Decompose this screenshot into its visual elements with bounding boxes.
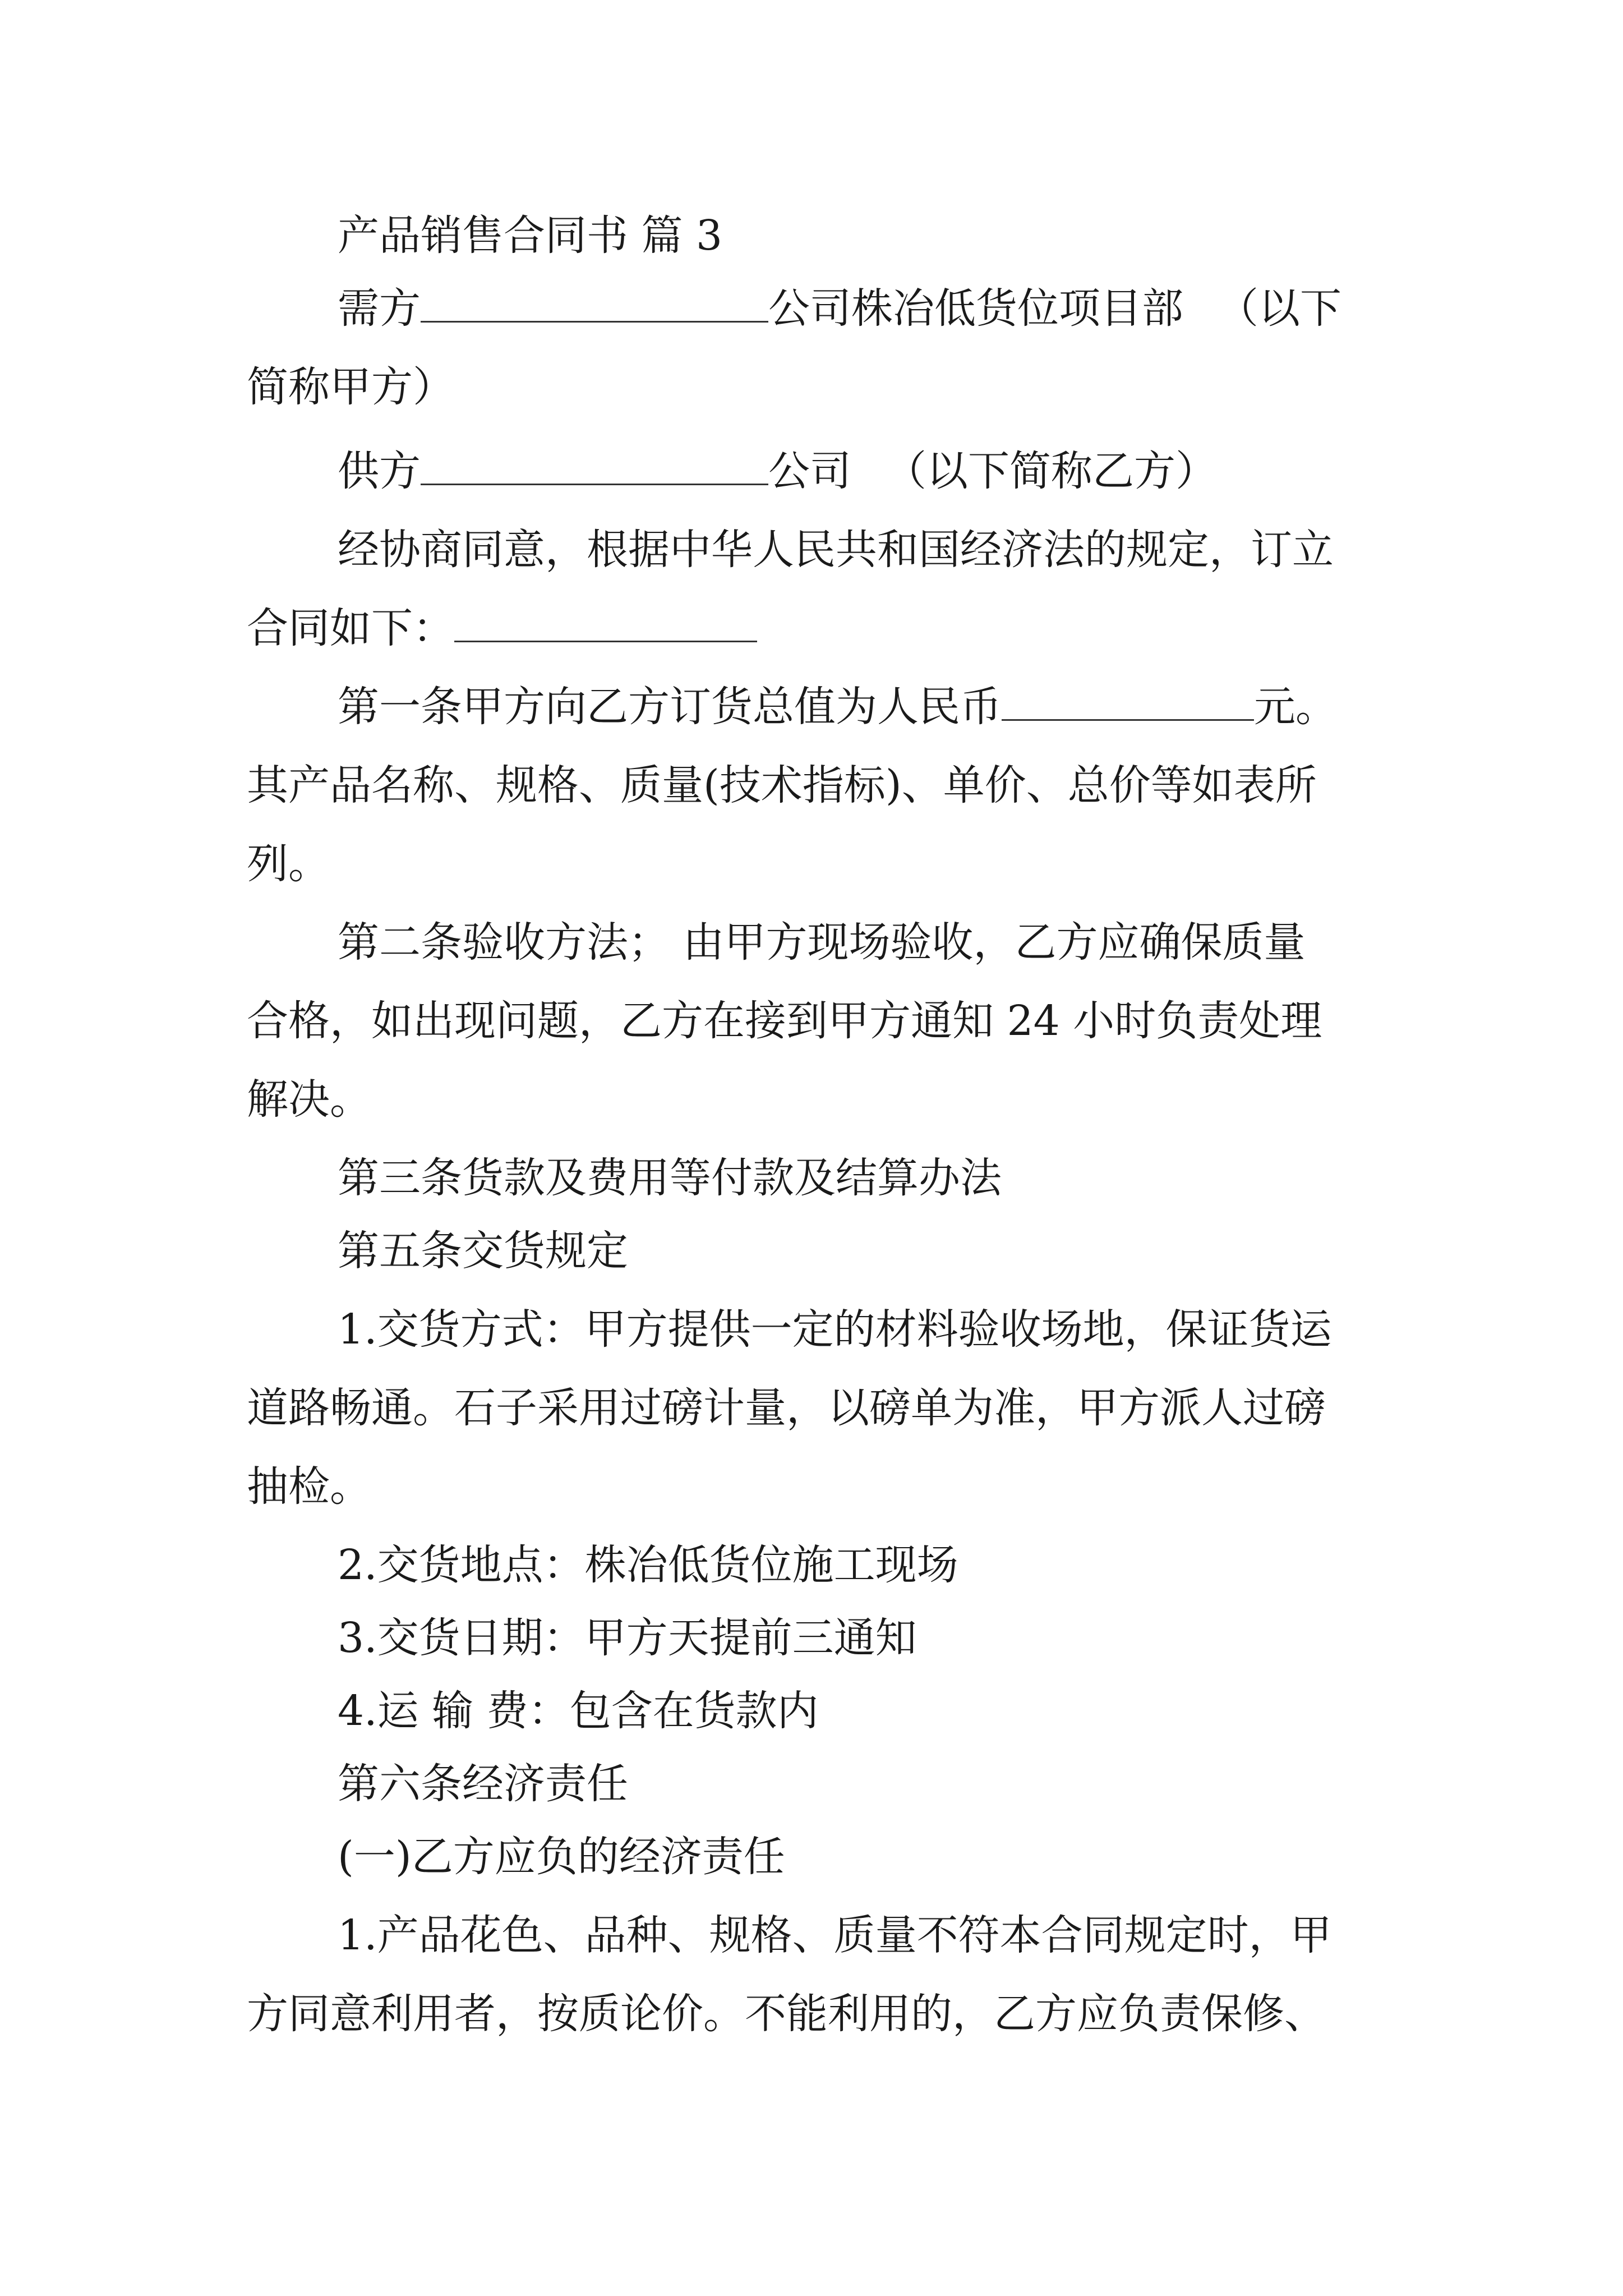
delivery-item3: 3.交货日期：甲方天提前三通知 — [338, 1614, 917, 1662]
liability-item1-line2: 方同意利用者，按质论价。不能利用的，乙方应负责保修、 — [247, 1990, 1326, 2038]
article3: 第三条货款及费用等付款及结算办法 — [338, 1154, 1002, 1202]
buyer-suffix: 公司株冶低货位项目部 — [768, 284, 1183, 333]
article2-line2: 合格，如出现问题，乙方在接到甲方通知 24 小时负责处理 — [247, 997, 1322, 1045]
seller-line — [338, 443, 1217, 499]
buyer-note: （以下 — [1217, 284, 1341, 333]
article6: 第六条经济责任 — [338, 1760, 628, 1808]
liability-item1-line1: 1.产品花色、品种、规格、质量不符本合同规定时，甲 — [338, 1911, 1332, 1959]
seller-suffix: 公司 — [768, 447, 851, 495]
buyer-name-blank[interactable] — [421, 282, 768, 323]
article5: 第五条交货规定 — [338, 1227, 628, 1275]
article1-prefix: 第一条甲方向乙方订货总值为人民币 — [338, 683, 1002, 731]
section1-heading: (一)乙方应负的经济责任 — [338, 1833, 785, 1881]
buyer-note-cont: 简称甲方） — [247, 363, 454, 411]
preamble-blank[interactable] — [454, 601, 757, 642]
article1-line2: 其产品名称、规格、质量(技术指标)、单价、总价等如表所 — [247, 761, 1317, 809]
buyer-prefix: 需方 — [338, 284, 421, 333]
preamble-text: 合同如下： — [247, 604, 454, 652]
article1-line3: 列。 — [247, 840, 330, 888]
buyer-line — [338, 280, 1341, 337]
article2-line3: 解决。 — [247, 1075, 371, 1124]
delivery-item2: 2.交货地点：株冶低货位施工现场 — [338, 1541, 958, 1589]
delivery-item4: 4.运 输 费：包含在货款内 — [338, 1687, 819, 1735]
article1-suffix: 元。 — [1254, 683, 1337, 731]
article2-line1: 第二条验收方法； 由甲方现场验收，乙方应确保质量 — [338, 918, 1306, 967]
article1-line1 — [338, 679, 1337, 735]
total-value-blank[interactable] — [1002, 680, 1254, 721]
delivery-item1-line2: 道路畅通。石子采用过磅计量，以磅单为准，甲方派人过磅 — [247, 1384, 1326, 1432]
seller-name-blank[interactable] — [421, 444, 768, 485]
preamble-line2 — [247, 600, 757, 656]
seller-prefix: 供方 — [338, 447, 421, 495]
preamble-line1: 经协商同意，根据中华人民共和国经济法的规定，订立 — [338, 526, 1334, 574]
delivery-item1-line3: 抽检。 — [247, 1462, 371, 1511]
seller-note: （以下简称乙方） — [885, 447, 1217, 495]
document-title: 产品销售合同书 篇 3 — [338, 211, 723, 260]
delivery-item1-line1: 1.交货方式：甲方提供一定的材料验收场地，保证货运 — [338, 1305, 1332, 1354]
